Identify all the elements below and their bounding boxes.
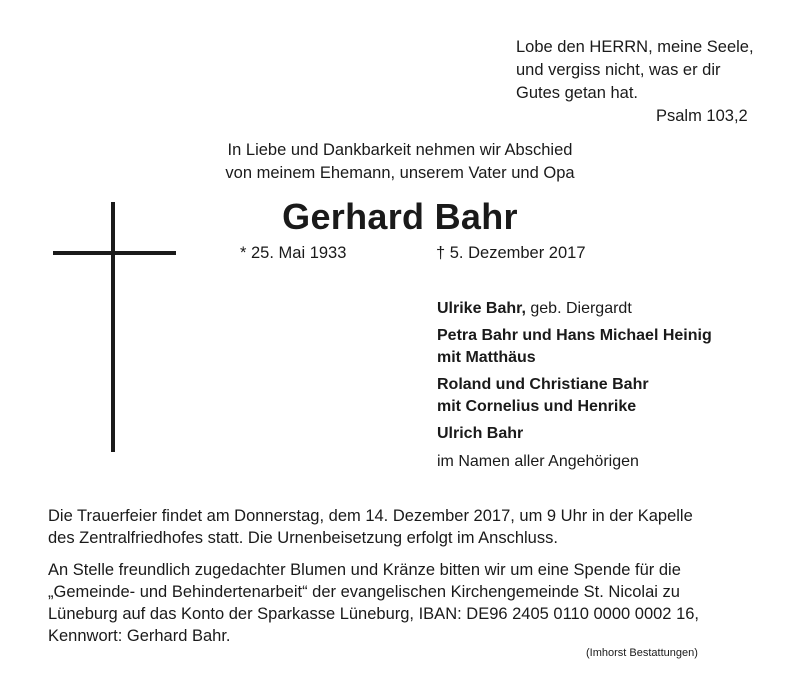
intro-line: In Liebe und Dankbarkeit nehmen wir Abschied	[227, 141, 573, 159]
mourner-note: geb. Diergardt	[525, 300, 632, 317]
birth-date: * 25. Mai 1933	[240, 244, 347, 262]
mourner-name: Roland und Christiane Bahr	[437, 376, 649, 393]
deceased-name: Gerhard Bahr	[282, 196, 518, 237]
funeral-home-credit: (Imhorst Bestattungen)	[586, 647, 698, 659]
cross-vertical-bar	[111, 202, 115, 452]
intro-line: von meinem Ehemann, unserem Vater und Opa	[225, 164, 575, 182]
text-line: „Gemeinde- und Behindertenarbeit“ der evangelischen Kirchengemeinde St. Nicolai zu	[48, 583, 680, 601]
death-date: † 5. Dezember 2017	[436, 244, 586, 262]
text-line: Kennwort: Gerhard Bahr.	[48, 627, 231, 645]
mourner-entry	[437, 325, 712, 369]
mourner-name: Ulrike Bahr,	[437, 300, 526, 317]
mourner-name: Ulrich Bahr	[437, 425, 524, 442]
text-line: Lüneburg auf das Konto der Sparkasse Lüneburg, IBAN: DE96 2405 0110 0000 0002 16,	[48, 605, 700, 623]
mourner-entry	[437, 423, 712, 445]
verse-line: Lobe den HERRN, meine Seele,	[516, 38, 754, 56]
cross-horizontal-bar	[53, 251, 176, 255]
mourner-entry	[437, 374, 712, 418]
farewell-intro	[150, 139, 650, 185]
mourner-name: Petra Bahr und Hans Michael Heinig	[437, 327, 712, 344]
text-line: Die Trauerfeier findet am Donnerstag, dem 14. Dezember 2017, um 9 Uhr in der Kapelle	[48, 507, 693, 525]
text-line: des Zentralfriedhofes statt. Die Urnenbeisetzung erfolgt im Anschluss.	[48, 529, 558, 547]
text-line: An Stelle freundlich zugedachter Blumen und Kränze bitten wir um eine Spende für die	[48, 561, 681, 579]
mourner-name: mit Matthäus	[437, 349, 536, 366]
mourners-list	[437, 298, 712, 473]
verse-line: Gutes getan hat.	[516, 84, 639, 102]
funeral-service-info	[48, 505, 768, 549]
verse-line: und vergiss nicht, was er dir	[516, 61, 721, 79]
verse-reference: Psalm 103,2	[656, 107, 748, 125]
donation-info	[48, 559, 768, 647]
mourner-name: mit Cornelius und Henrike	[437, 398, 637, 415]
mourner-entry	[437, 298, 712, 320]
bible-verse	[516, 36, 754, 128]
mourners-closing: im Namen aller Angehörigen	[437, 453, 639, 470]
